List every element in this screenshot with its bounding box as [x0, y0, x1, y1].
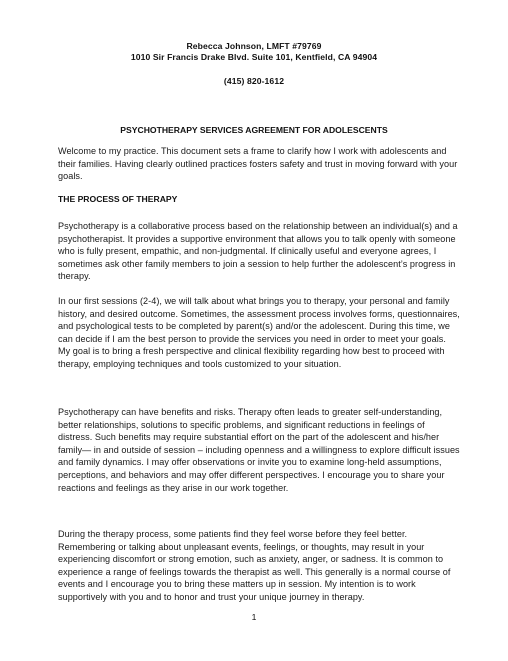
paragraph: Psychotherapy is a collaborative process based on the relationship between an individual(s) and a psychotherapist. It provides a supportive environment that allows you to talk openly with someone who is fully present, empathic, and non-judgmental. If clinically useful and everyone agrees, I sometimes ask other family members to join a session to help further the adolescent’s progress in therapy. [58, 221, 458, 282]
paragraph: In our first sessions (2-4), we will talk about what brings you to therapy, your personal and family history, and desired outcome. Sometimes, the assessment process involves forms, questionnaires, and psychological tests to be completed by parent(s) and/or the adolescent. During this time, we can decide if I am the best person to provide the services you need in order to meet your goals. My goal is to bring a fresh perspective and clinical flexibility regarding how best to proceed with therapy, employing techniques and tools customized to your situation. [58, 296, 460, 369]
letterhead-name: Rebecca Johnson, LMFT #79769 [186, 41, 322, 51]
document-title: PSYCHOTHERAPY SERVICES AGREEMENT FOR ADOLESCENTS [120, 125, 388, 135]
letterhead-address: 1010 Sir Francis Drake Blvd. Suite 101, Kentfield, CA 94904 [130, 52, 378, 62]
letterhead-phone: (415) 820-1612 [223, 76, 285, 86]
intro-paragraph: Welcome to my practice. This document sets a frame to clarify how I work with adolescents and their families. Having clearly outlined practices fosters safety and trust in moving forward with your goals. [58, 146, 458, 182]
paragraph: Psychotherapy can have benefits and risks. Therapy often leads to greater self-understanding, better relationships, solutions to specific problems, and significant reductions in feelings of distress. Such benefits may require substantial effort on the part of the adolescent and his/her family— in and outside of session – including openness and a willingness to explore difficult issues and family dynamics. I may offer observations or invite you to examine long-held assumptions, perceptions, and behaviors and may offer different perspectives. I encourage you to share your reactions and feelings as they arise in our work together. [58, 407, 460, 493]
paragraph: During the therapy process, some patients find they feel worse before they feel better. Remembering or talking about unpleasant events, feelings, or thoughts, may result in your experiencing discomfort or strong emotion, such as anxiety, anger, or sadness. It is common to experience a range of feelings towards the therapist as well. This generally is a normal course of events and I encourage you to bring these matters up in session. My intention is to work supportively with you and to honor and trust your unique journey in therapy. [58, 529, 451, 602]
page-number: 1 [251, 612, 257, 622]
section-heading: THE PROCESS OF THERAPY [58, 194, 178, 204]
